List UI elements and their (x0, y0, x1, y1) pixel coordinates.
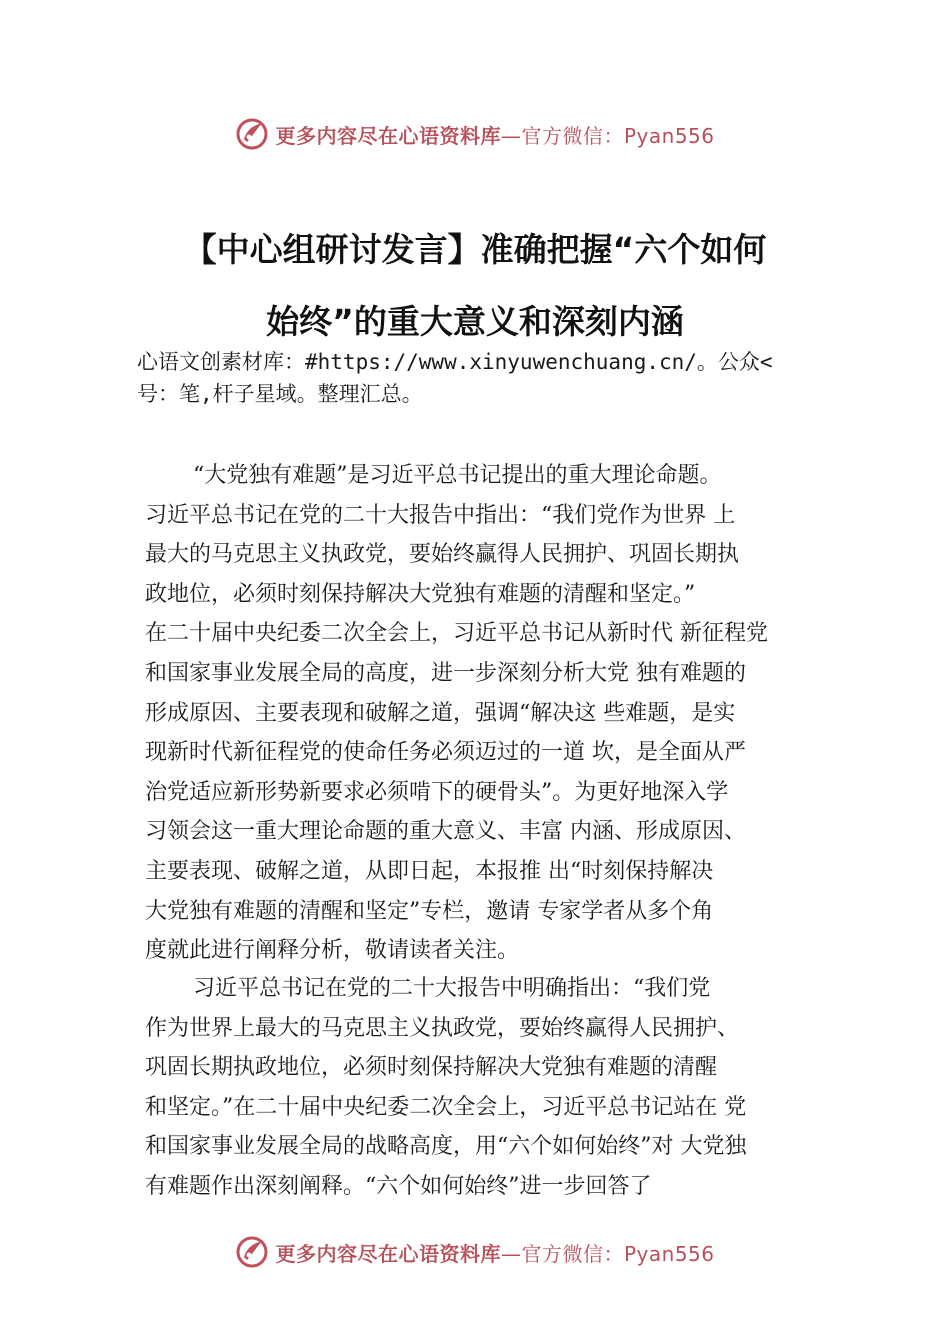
watermark-dash: — (500, 1241, 522, 1266)
document-title-line-2: 始终”的重大意义和深刻内涵 (266, 302, 684, 341)
paragraph-line: 作为世界上最大的马克思主义执政党，要始终赢得人民拥护、 (145, 1015, 740, 1041)
paragraph-2 (145, 969, 845, 1207)
watermark-text (275, 1238, 714, 1267)
watermark-dash: — (500, 123, 522, 148)
header-watermark (0, 114, 950, 154)
paragraph-1 (145, 456, 845, 971)
watermark-sub: 官方微信： (521, 1241, 624, 1266)
watermark-logo-icon (235, 1235, 269, 1269)
paragraph-line: 习领会这一重大理论命题的重大意义、丰富 内涵、形成原因、 (145, 819, 746, 845)
watermark-text (275, 120, 714, 149)
paragraph-line: 政地位，必须时刻保持解决大党独有难题的清醒和坚定。” (145, 581, 696, 607)
paragraph-line: 和坚定。”在二十届中央纪委二次全会上，习近平总书记站在 党 (145, 1094, 747, 1120)
paragraph-line: 主要表现、破解之道，从即日起，本报推 出“时刻保持解决 (145, 858, 714, 884)
watermark-sub: 官方微信： (521, 123, 624, 148)
paragraph-line: 最大的马克思主义执政党，要始终赢得人民拥护、巩固长期执 (145, 542, 740, 568)
source-line-1: 心语文创素材库：#https://www.xinyuwenchuang.cn/。公众< (137, 350, 773, 374)
paragraph-line: 形成原因、主要表现和破解之道，强调“解决这 些难题，是实 (145, 700, 736, 726)
paragraph-line: 现新时代新征程党的使命任务必须迈过的一道 坎，是全面从严 (145, 740, 746, 766)
paragraph-line: 巩固长期执政地位，必须时刻保持解决大党独有难题的清醒 (145, 1055, 718, 1081)
paragraph-line: 习近平总书记在党的二十大报告中指出：“我们党作为世界 上 (145, 502, 736, 528)
source-line-2: 号：笔,杆子星域。整理汇总。 (137, 382, 423, 406)
watermark-lead: 更多内容尽在心语资料库 (275, 1241, 501, 1266)
paragraph-line: 在二十届中央纪委二次全会上，习近平总书记从新时代 新征程党 (145, 621, 768, 647)
paragraph-line: 治党适应新形势新要求必须啃下的硬骨头”。为更好地深入学 (145, 779, 729, 805)
footer-watermark (0, 1232, 950, 1272)
paragraph-line: “大党独有难题”是习近平总书记提出的重大理论命题。 (193, 463, 722, 488)
source-note (137, 346, 837, 410)
paragraph-line: 度就此进行阐释分析，敬请读者关注。 (145, 938, 520, 964)
document-title-line-1: 【中心组研讨发言】准确把握“六个如何 (183, 230, 767, 269)
watermark-lead: 更多内容尽在心语资料库 (275, 123, 501, 148)
watermark-logo-icon (235, 117, 269, 151)
paragraph-line: 和国家事业发展全局的战略高度，用“六个如何始终”对 大党独 (145, 1134, 747, 1160)
watermark-id: Pyan556 (623, 1241, 715, 1266)
paragraph-line: 和国家事业发展全局的高度，进一步深刻分析大党 独有难题的 (145, 660, 746, 686)
watermark-id: Pyan556 (623, 123, 715, 148)
paragraph-line: 大党独有难题的清醒和坚定”专栏，邀请 专家学者从多个角 (145, 898, 714, 924)
paragraph-line: 习近平总书记在党的二十大报告中明确指出：“我们党 (193, 976, 711, 1001)
paragraph-line: 有难题作出深刻阐释。“六个如何始终”进一步回答了 (145, 1173, 652, 1199)
